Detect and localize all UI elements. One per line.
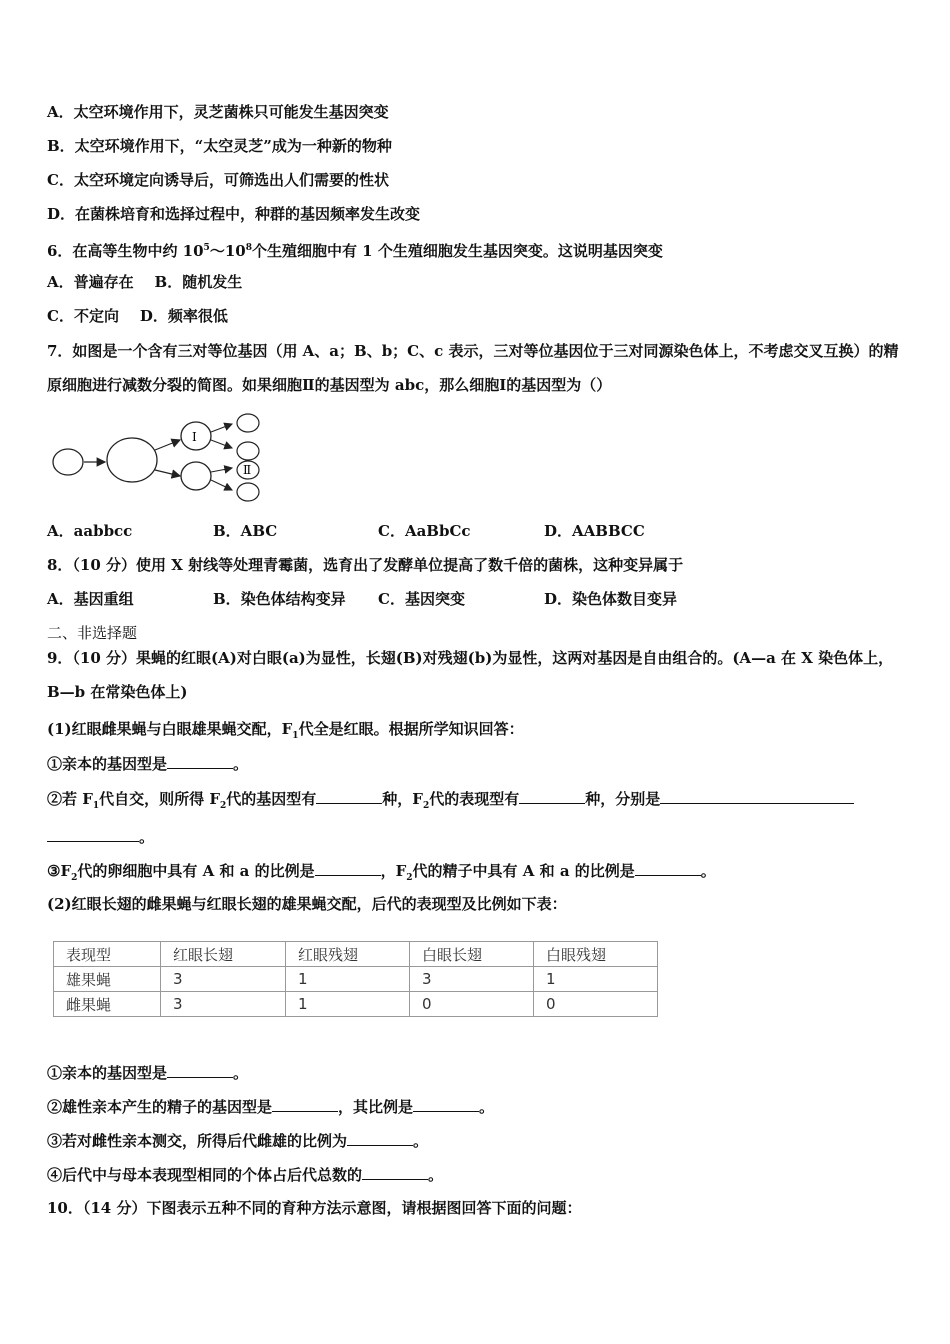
q6-stem: 6．在高等生物中约 $10^5\sim 10^8$个生殖细胞中有 1 个生殖细胞发生基因突变。这说明基因突变 [47,242,663,260]
q7-stem: 7．如图是一个含有三对等位基因（用 A、a；B、b；C、c 表示，三对等位基因位于三对同源染色体上，不考虑交叉互换）的精原细胞进行减数分裂的简图。如果细胞Ⅱ的基因型为 abc，那么细胞Ⅰ的基因型为（） [47,342,899,394]
q7-option-d: D．AABBCC [544,522,645,540]
q8-option-a: A．基因重组 [47,590,134,608]
table-header-row [54,942,658,967]
q8-options [47,589,677,609]
answer-blank [635,860,701,876]
table-header: 白眼长翅 [410,942,534,967]
q9-stem: 9．（10 分）果蝇的红眼(A)对白眼(a)为显性，长翅(B)对残翅(b)为显性，这两对基因是自由组合的。(A—a 在 X 染色体上，B—b 在常染色体上) [47,649,894,701]
q9-part2-intro: (2)红眼长翅的雌果蝇与红眼长翅的雄果蝇交配，后代的表现型及比例如下表： [47,895,567,913]
table-cell: 3 [410,967,534,992]
q7-options [47,521,645,541]
q10-stem: 10．（14 分）下图表示五种不同的育种方法示意图，请根据图回答下面的问题： [47,1199,582,1217]
q9-part2-q3: ③若对雌性亲本测交，所得后代雌雄的比例为 。 [47,1132,429,1150]
secondary-spermatocyte-cell [181,462,211,490]
table-cell: 0 [534,992,658,1017]
q9-part2-q1: ①亲本的基因型是 。 [47,1064,249,1082]
q8-option-b: B．染色体结构变异 [213,590,346,608]
answer-blank [519,788,585,804]
spermatogonium-cell [53,449,83,475]
table-cell: 3 [161,992,286,1017]
q5-option-a: A．太空环境作用下，灵芝菌株只可能发生基因突变 [47,103,389,121]
answer-blank [660,788,854,804]
answer-blank [167,1062,233,1078]
table-cell: 雄果蝇 [54,967,161,992]
answer-blank [167,753,233,769]
spermatid-cell [237,483,259,501]
answer-blank [47,826,139,842]
table-header: 白眼残翅 [534,942,658,967]
answer-blank [272,1096,338,1112]
q7-option-c: C．AaBbCc [378,522,471,540]
q6-option-c: C．不定向 [47,307,119,325]
q9-part2-q4: ④后代中与母本表现型相同的个体占后代总数的 。 [47,1166,444,1184]
section-heading: 二、非选择题 [47,624,138,642]
cell-i-label: Ⅰ [192,430,197,444]
q9-part2-q2: ②雄性亲本产生的精子的基因型是 ，其比例是 。 [47,1098,495,1116]
q9-part1-q3: $③F_2$代的卵细胞中具有 A 和 a 的比例是 ，$F_2$代的精子中具有 A 和 a 的比例是 。 [47,862,716,883]
cell-ii-label: Ⅱ [243,463,252,477]
table-cell: 1 [286,992,410,1017]
spermatid-cell [237,442,259,460]
q5-option-b: B．太空环境作用下，“太空灵芝”成为一种新的物种 [47,137,392,155]
q8-option-d: D．染色体数目变异 [544,590,678,608]
answer-blank [316,788,382,804]
q8-option-c: C．基因突变 [378,590,465,608]
answer-blank [315,860,381,876]
spermatid-cell [237,414,259,432]
table-cell: 3 [161,967,286,992]
q9-part1-intro: (1)红眼雌果蝇与白眼雄果蝇交配，$F_1$代全是红眼。根据所学知识回答： [47,720,524,741]
q7-option-a: A．aabbcc [47,522,133,540]
table-row [54,992,658,1017]
table-cell: 雌果蝇 [54,992,161,1017]
answer-blank [362,1164,428,1180]
meiosis-diagram [48,406,268,506]
q6-option-d: D．频率很低 [139,307,228,325]
q6-options-row2 [47,306,228,326]
table-header: 表现型 [54,942,161,967]
q6-option-a: A．普遍存在 [47,273,134,291]
q6-option-b: B．随机发生 [154,273,243,291]
phenotype-table [53,941,658,1017]
q6-options-row1 [47,272,242,292]
table-cell: 0 [410,992,534,1017]
table-header: 红眼长翅 [161,942,286,967]
primary-spermatocyte-cell [107,438,157,482]
q8-stem: 8．（10 分）使用 X 射线等处理青霉菌，选育出了发酵单位提高了数千倍的菌株，这种变异属于 [47,556,684,574]
answer-blank [413,1096,479,1112]
table-header: 红眼残翅 [286,942,410,967]
q5-option-c: C．太空环境定向诱导后，可筛选出人们需要的性状 [47,171,389,189]
answer-blank [347,1130,413,1146]
q9-part1-q2-cont: 。 [47,826,154,847]
q5-option-d: D．在菌株培育和选择过程中，种群的基因频率发生改变 [47,205,421,223]
table-cell: 1 [286,967,410,992]
q9-part1-q1: ①亲本的基因型是 。 [47,755,249,773]
q7-option-b: B．ABC [213,522,278,540]
table-row [54,967,658,992]
table-cell: 1 [534,967,658,992]
q9-part1-q2: ②若 $F_1$代自交，则所得 $F_2$代的基因型有 种，$F_2$代的表现型有 种，分别是 [47,788,854,816]
